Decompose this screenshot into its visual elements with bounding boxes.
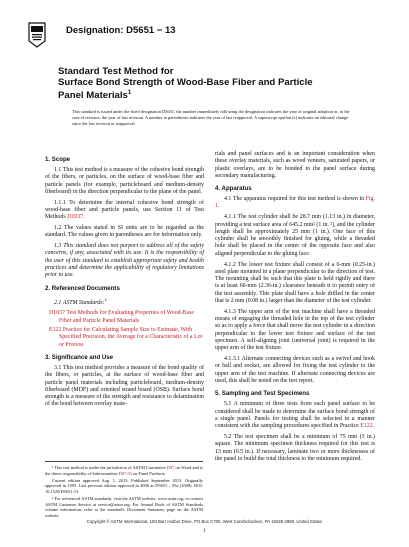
title-line-3: Panel Materials$^1$ xyxy=(58,90,132,102)
section-5-heading: 5. Sampling and Test Specimens xyxy=(215,390,310,398)
footnote-1-edition: Current edition approved Aug. 1, 2013. Published September 2013. Originally approved in 1995. Last previous edition approved in 2008 as D5651 – 95a (2008). DOI: 10.1520/D5651-13. xyxy=(45,477,203,494)
para-1-1-1: 1.1.1 To determine the internal cohesive bond strength of wood-base fiber and particle panels, use Section 11 of Test Methods D1037. xyxy=(45,199,204,221)
right-column xyxy=(215,151,375,467)
ref-link-d07-03[interactable]: D07.03 xyxy=(118,470,132,476)
para-2-1: 2.1 ASTM Standards:$^2$ xyxy=(54,296,107,306)
section-2-heading: 2. Referenced Documents xyxy=(45,284,120,292)
left-column xyxy=(45,151,204,412)
ref-link-e122[interactable]: E122 xyxy=(49,327,62,334)
ref-link-d07[interactable]: D07 xyxy=(166,465,175,470)
footnote-1: ¹ This test method is under the jurisdiction of ASTM Committee D07 on Wood and is the direct responsibility of Subcommittee D07.03 on Panel Products. xyxy=(45,465,203,476)
para-5-1: 5.1 A minimum of three tests from each panel surface to be considered shall be made to determine the surface bond strength of a single panel. Panels for testing shall be selected in a manner consistent with the sampling procedures specified in Practice E122. xyxy=(215,401,375,430)
figure-link[interactable]: Fig. 1. xyxy=(215,196,375,210)
standard-issuance-note: This standard is issued under the fixed designation D5651; the number immediately following the designation indicates the year of original adoption or, in the case of revision, the year of last revision. A number in parentheses indicates the year of last reapproval. A superscript epsilon (ε) indicates an editorial change since the last revision or reapproval. xyxy=(72,109,350,126)
ref-link-d1037[interactable]: D1037 xyxy=(67,214,84,221)
para-1-2: 1.2 The values stated in SI units are to be regarded as the standard. The values given in parentheses are for information only. xyxy=(45,225,204,239)
reference-e122: E122 Practice for Calculating Sample Size to Estimate, With Specified Precision, the Average for a Characteristic of a Lot or Process xyxy=(49,327,203,348)
ref-link-e122[interactable]: E122 xyxy=(360,423,373,430)
para-1-3: 1.3 This standard does not purport to address all of the safety concerns, if any, associated with its use. It is the responsibility of the user of this standard to establish appropriate safety and health practices and determine the applicability of regulatory limitations prior to use. xyxy=(45,243,204,279)
ref-link-d1037[interactable]: D1037 xyxy=(49,310,66,317)
para-4-1-3-1: 4.1.3.1 Alternate connecting devices such as a swivel and hook or ball and socket, are allowed for fixing the test cylinder to the upper arm of the test machine. If alternate connecting devices are used, this shall be noted on the test report. xyxy=(215,356,375,385)
title-line-1: Standard Test Method for xyxy=(58,66,174,77)
para-4-1-3: 4.1.3 The upper arm of the test machine shall have a threaded means of engaging the threaded hole in the top of the test cylinder so as to apply a force that shall move the test cylinder in a direction perpendicular to the lower test fixture and surface of the test specimen. A self-aligning joint (universal joint) is required in the upper arm of the test fixture. xyxy=(215,308,375,352)
para-1-1: 1.1 This test method is a measure of the cohesive bond strength of the fibers, or particles, on the surface of wood-base fiber and particle panels (for example, particleboard and medium-density fiberboard) in the direction perpendicular to the plane of the panel. xyxy=(45,167,204,195)
section-3-heading: 3. Significance and Use xyxy=(45,353,114,361)
para-4-1: 4.1 The apparatus required for this test method is shown in Fig. 1. xyxy=(215,196,375,210)
section-1-heading: 1. Scope xyxy=(45,156,71,163)
reference-d1037: D1037 Test Methods for Evaluating Properties of Wood-Base Fiber and Particle Panel Materials xyxy=(49,310,195,324)
copyright-line: Copyright © ASTM International, 100 Barr Harbor Drive, PO Box C700, West Conshohocken, PA 19428-2959. United States xyxy=(86,519,323,524)
document-header xyxy=(28,22,383,52)
para-4-1-1: 4.1.1 The test cylinder shall be 28.7 mm (1.13 in.) in diameter, providing a test surface area of 645.2 mm² (1 in. ²), and the cylinder length shall be approximately 25 mm (1 in.). One face of this cylinder shall be smoothly finished for gluing, while a threaded hole shall be placed in the center of the opposite face and also aligned perpendicular to the gluing face. xyxy=(215,214,375,257)
footnotes xyxy=(45,461,203,520)
document-title xyxy=(58,66,358,101)
para-3-1: 3.1 This test method provides a measure of the bond quality of the fibers, or particles, at the surface of wood-base fiber and particle panel materials including particleboard, medium-density fiberboard (MDF) and oriented strand board (OSB). Surface bond strength is a measure of the strength and resistance to delamination of the bond between overlay mate- xyxy=(45,364,204,408)
astm-logo-icon xyxy=(28,22,46,48)
designation: Designation: D5651 − 13 xyxy=(66,25,176,36)
page-number: 1 xyxy=(203,528,206,534)
para-4-1-2: 4.1.2 The lower test fixture shall consist of a 6-mm (0.25-in.) steel plate mounted in a plane perpendicular to the direction of test. The mounting shall be such that this plate is held rigidly and there is at least 60-mm (2.36-in.) clearance beneath it to permit entry of the test assembly. This plate shall have a hole drilled in the center that is 2 mm (0.08 in.) larger than the diameter of the test cylinder. xyxy=(215,261,375,305)
title-line-2: Surface Bond Strength of Wood-Base Fiber and Particle xyxy=(58,77,313,88)
section-4-heading: 4. Apparatus xyxy=(215,185,252,193)
para-3-1-continued: rials and panel surfaces and is an important consideration when these overlay materials, such as wood veneers, saturated papers, or plastic overlays, are to be bonded to the panel surface during secondary manufacturing. xyxy=(215,151,375,179)
footnote-2: ² For referenced ASTM standards, visit the ASTM website, www.astm.org, or contact ASTM Customer Service at service@astm.org. For Annual Book of ASTM Standards volume information, refer to the standard's Document Summary page on the ASTM website. xyxy=(45,495,203,518)
para-5-2: 5.2 The test specimen shall be a minimum of 75 mm (3 in.) square. The minimum specimen thickness required for this test is 13 mm (0.5 in.). If necessary, laminate two or more thicknesses of the panel to build the total thickness to the minimum required. xyxy=(215,434,375,462)
